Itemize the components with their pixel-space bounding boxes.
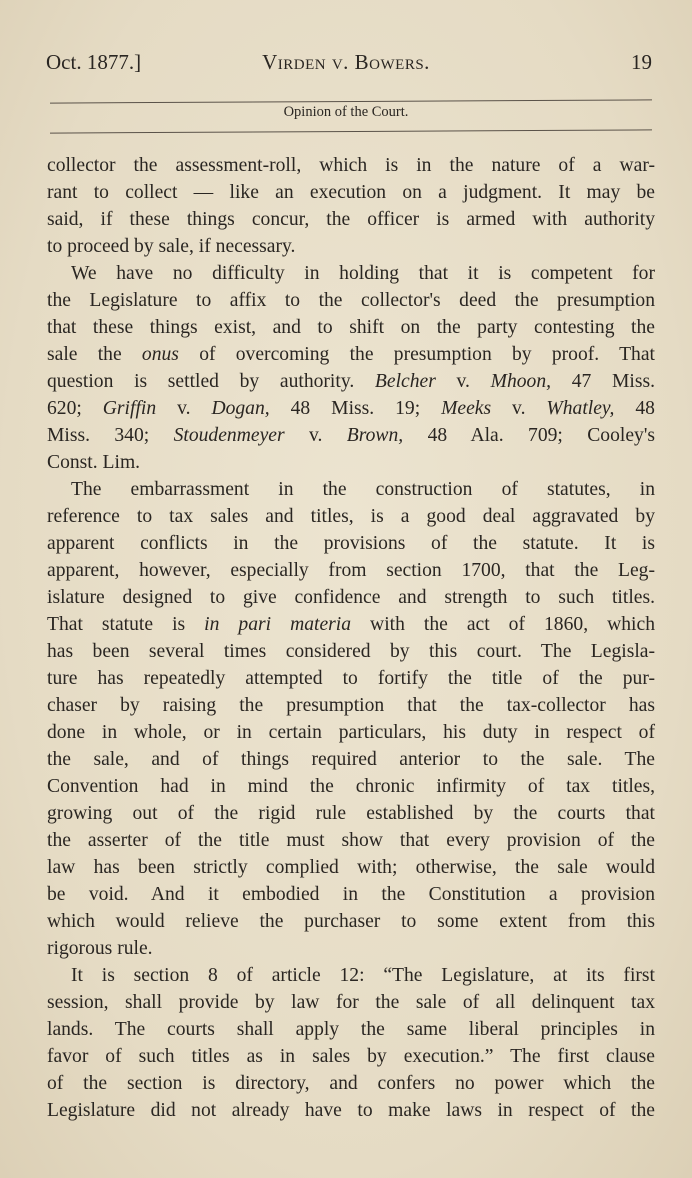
text-segment: the Legislature to affix to the collector's deed the presumption	[47, 290, 655, 311]
text-segment: ture has repeatedly attempted to fortify the title of the pur-	[47, 668, 655, 689]
header-rule-top	[50, 99, 652, 103]
italic-text: onus	[141, 344, 179, 365]
text-line	[47, 854, 655, 881]
text-segment: That statute is	[47, 614, 205, 635]
text-segment: done in whole, or in certain particulars, his duty in respect of	[47, 722, 655, 743]
text-segment: Convention had in mind the chronic infirmity of tax titles,	[47, 776, 655, 797]
text-segment: chaser by raising the presumption that the tax-collector has	[47, 695, 655, 716]
text-segment: islature designed to give confidence and strength to such titles.	[47, 587, 655, 608]
text-line	[47, 557, 655, 584]
text-line	[47, 341, 655, 368]
text-line	[47, 449, 655, 476]
text-segment: question is settled by authority.	[47, 371, 375, 392]
text-segment: Const. Lim.	[47, 452, 141, 473]
text-line	[47, 1016, 655, 1043]
text-segment: to proceed by sale, if necessary.	[47, 236, 296, 257]
running-head-case-title: Virden v. Bowers.	[262, 50, 430, 74]
text-line	[47, 773, 655, 800]
text-segment: of overcoming the presumption by proof. That	[178, 344, 655, 365]
text-segment: sale the	[47, 344, 142, 365]
text-segment: Legislature did not already have to make laws in respect of the	[47, 1100, 655, 1121]
text-line	[47, 638, 655, 665]
text-segment: Miss. 340;	[47, 425, 174, 446]
text-line	[47, 503, 655, 530]
text-segment: favor of such titles as in sales by execution.” The first clause	[47, 1046, 655, 1067]
text-segment: be void. And it embodied in the Constitution a provision	[47, 884, 655, 905]
body-text	[47, 152, 655, 1124]
page-number: 19	[631, 50, 652, 74]
text-line	[47, 530, 655, 557]
text-line	[47, 1070, 655, 1097]
italic-text: Belcher	[374, 371, 436, 392]
text-line	[47, 233, 655, 260]
text-line	[47, 665, 655, 692]
text-segment: 47 Miss.	[551, 371, 655, 392]
text-segment: of the section is directory, and confers no power which the	[47, 1073, 655, 1094]
italic-text: Griffin	[102, 398, 157, 419]
text-segment: rigorous rule.	[47, 938, 153, 959]
text-line	[47, 989, 655, 1016]
text-line	[47, 314, 655, 341]
italic-text: in pari materia	[204, 614, 352, 635]
text-line	[47, 1097, 655, 1124]
italic-text: Whatley,	[546, 398, 615, 419]
text-line	[47, 179, 655, 206]
text-segment: session, shall provide by law for the sale of all delinquent tax	[47, 992, 655, 1013]
text-segment: The embarrassment in the construction of statutes, in	[71, 479, 655, 500]
text-line	[47, 476, 655, 503]
text-segment: with the act of 1860, which	[351, 614, 655, 635]
italic-text: Dogan,	[211, 398, 270, 419]
text-segment: apparent conflicts in the provisions of the statute. It is	[47, 533, 655, 554]
text-segment: v.	[491, 398, 547, 419]
text-segment: v.	[284, 425, 347, 446]
text-line	[47, 368, 655, 395]
text-segment: 48	[614, 398, 655, 419]
text-line	[47, 152, 655, 179]
text-line	[47, 206, 655, 233]
text-segment: v.	[435, 371, 491, 392]
header-rule-bottom	[50, 129, 652, 133]
italic-text: Stoudenmeyer	[173, 425, 285, 446]
text-line	[47, 935, 655, 962]
text-segment: has been several times considered by this court. The Legisla-	[47, 641, 655, 662]
text-segment: apparent, however, especially from section 1700, that the Leg-	[47, 560, 655, 581]
text-segment: 48 Ala. 709; Cooley's	[403, 425, 655, 446]
text-segment: reference to tax sales and titles, is a good deal aggravated by	[47, 506, 655, 527]
text-line	[47, 719, 655, 746]
text-segment: 620;	[47, 398, 103, 419]
section-title: Opinion of the Court.	[283, 104, 409, 120]
text-line	[47, 908, 655, 935]
running-head-date: Oct. 1877.]	[46, 50, 142, 74]
text-line	[47, 881, 655, 908]
text-line	[47, 584, 655, 611]
text-segment: law has been strictly complied with; otherwise, the sale would	[47, 857, 655, 878]
text-line	[47, 611, 655, 638]
text-line	[47, 260, 655, 287]
text-line	[47, 692, 655, 719]
text-line	[47, 395, 655, 422]
text-segment: It is section 8 of article 12: “The Legislature, at its first	[71, 965, 655, 986]
text-segment: We have no difficulty in holding that it is competent for	[71, 263, 655, 284]
text-segment: 48 Miss. 19;	[269, 398, 442, 419]
italic-text: Meeks	[441, 398, 492, 419]
text-segment: collector the assessment-roll, which is in the nature of a war-	[47, 155, 655, 176]
text-line	[47, 962, 655, 989]
text-segment: rant to collect — like an execution on a judgment. It may be	[47, 182, 655, 203]
text-line	[47, 287, 655, 314]
text-line	[47, 1043, 655, 1070]
text-line	[47, 827, 655, 854]
text-line	[47, 422, 655, 449]
text-segment: that these things exist, and to shift on the party contesting the	[47, 317, 655, 338]
text-segment: the sale, and of things required anterior to the sale. The	[47, 749, 655, 770]
italic-text: Mhoon,	[490, 371, 552, 392]
text-segment: the asserter of the title must show that every provision of the	[47, 830, 655, 851]
italic-text: Brown,	[346, 425, 404, 446]
text-line	[47, 746, 655, 773]
text-segment: lands. The courts shall apply the same liberal principles in	[47, 1019, 655, 1040]
text-segment: growing out of the rigid rule established by the courts that	[47, 803, 655, 824]
text-segment: which would relieve the purchaser to some extent from this	[47, 911, 655, 932]
text-segment: said, if these things concur, the officer is armed with authority	[47, 209, 655, 230]
text-line	[47, 800, 655, 827]
text-segment: v.	[156, 398, 212, 419]
